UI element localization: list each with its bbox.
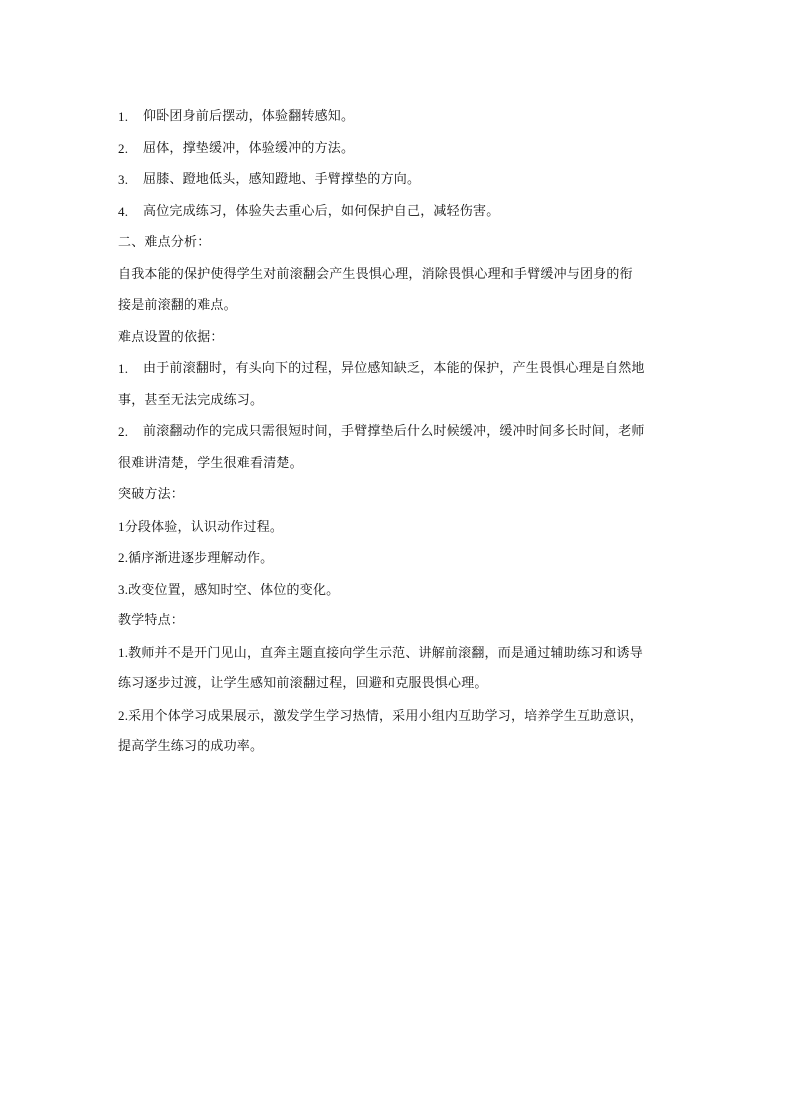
paragraph-line: 接是前滚翻的难点。 [118,298,237,313]
list-item [118,196,678,228]
list-number: 1. [118,644,129,660]
list-number: 1. [118,109,129,124]
list-number: 2. [118,140,129,156]
list-text: 教师并不是开门见山，直奔主题直接向学生示范、讲解前滚翻，而是通过辅助练习和诱导 [128,645,643,661]
list-text: 采用个体学习成果展示，激发学生学习热情，采用小组内互助学习，培养学生互助意识， [128,708,643,724]
list-text: 循序渐进逐步理解动作。 [128,551,274,566]
list-text: 屈膝、蹬地低头，感知蹬地、手臂撑垫的方向。 [143,172,421,187]
list-text: 高位完成练习，体验失去重心后，如何保护自己，减轻伤害。 [143,203,500,219]
list-text: 分段体验，认识动作过程。 [124,519,284,535]
list-item [118,164,678,196]
list-item [118,542,678,574]
list-number: 4. [118,203,129,219]
list-number: 3. [118,581,129,597]
list-item [118,574,678,606]
list-number: 1 [118,518,125,534]
list-text: 屈体，撑垫缓冲，体验缓冲的方法。 [143,140,355,156]
list-item [118,133,678,165]
subsection-heading: 教学特点： [118,613,185,628]
list-number: 1. [118,361,129,376]
list-item [118,700,678,732]
list-text: 改变位置，感知时空、体位的变化。 [128,582,340,598]
list-item [118,416,678,448]
list-item [118,637,678,669]
paragraph-line: 自我本能的保护使得学生对前滚翻会产生畏惧心理，消除畏惧心理和手臂缓冲与团身的衔 [118,266,633,282]
document-body [118,101,678,763]
list-text: 由于前滚翻时，有头向下的过程，异位感知缺乏，本能的保护，产生畏惧心理是自然地 [143,361,645,376]
list-text: 前滚翻动作的完成只需很短时间，手臂撑垫后什么时候缓冲，缓冲时间多长时间，老师 [143,424,645,439]
paragraph-line: 提高学生练习的成功率。 [118,739,264,754]
list-number: 2. [118,424,129,439]
list-item [118,101,678,133]
list-number: 2. [118,550,129,565]
subsection-heading: 突破方法： [118,487,185,502]
list-item [118,511,678,543]
paragraph-line: 练习逐步过渡，让学生感知前滚翻过程，回避和克服畏惧心理。 [118,676,488,691]
section-heading: 二、难点分析： [118,235,211,250]
paragraph-line: 事，甚至无法完成练习。 [118,392,264,408]
list-text: 仰卧团身前后摆动，体验翻转感知。 [143,109,355,124]
list-item [118,353,678,385]
paragraph-line: 很难讲清楚，学生很难看清楚。 [118,455,303,471]
list-number: 3. [118,172,129,187]
subsection-heading: 难点设置的依据： [118,329,224,345]
list-number: 2. [118,707,129,723]
